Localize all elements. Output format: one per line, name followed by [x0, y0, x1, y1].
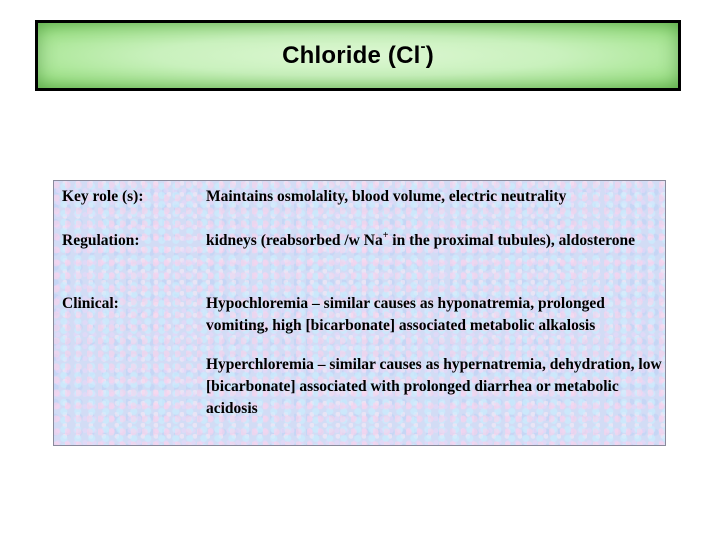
- title-text: Chloride (Cl: [282, 42, 421, 69]
- slide-title: [282, 38, 434, 70]
- hypochloremia-paragraph: Hypochloremia – similar causes as hyponatremia, prolonged vomiting, high [bicarbonate] associated metabolic alkalosis: [206, 295, 605, 334]
- content-panel: [53, 180, 666, 446]
- key-role-label: Key role (s):: [62, 188, 144, 205]
- regulation-text: [206, 230, 662, 252]
- title-superscript: -: [420, 38, 426, 55]
- regulation-text-start: kidneys (reabsorbed /w Na: [206, 232, 383, 249]
- regulation-text-end: in the proximal tubules), aldosterone: [388, 232, 635, 249]
- regulation-value: [206, 230, 662, 252]
- title-suffix: ): [425, 42, 434, 69]
- key-role-text: Maintains osmolality, blood volume, electric neutrality: [206, 188, 567, 205]
- regulation-label: Regulation:: [62, 232, 140, 249]
- clinical-value: [206, 293, 662, 420]
- clinical-label: Clinical:: [62, 295, 119, 312]
- title-banner: [35, 20, 681, 91]
- hyperchloremia-paragraph: Hyperchloremia – similar causes as hypernatremia, dehydration, low [bicarbonate] associated with prolonged diarrhea or metabolic acidosis: [206, 356, 662, 417]
- key-role-value: [206, 186, 662, 208]
- sodium-charge-superscript: +: [382, 229, 389, 241]
